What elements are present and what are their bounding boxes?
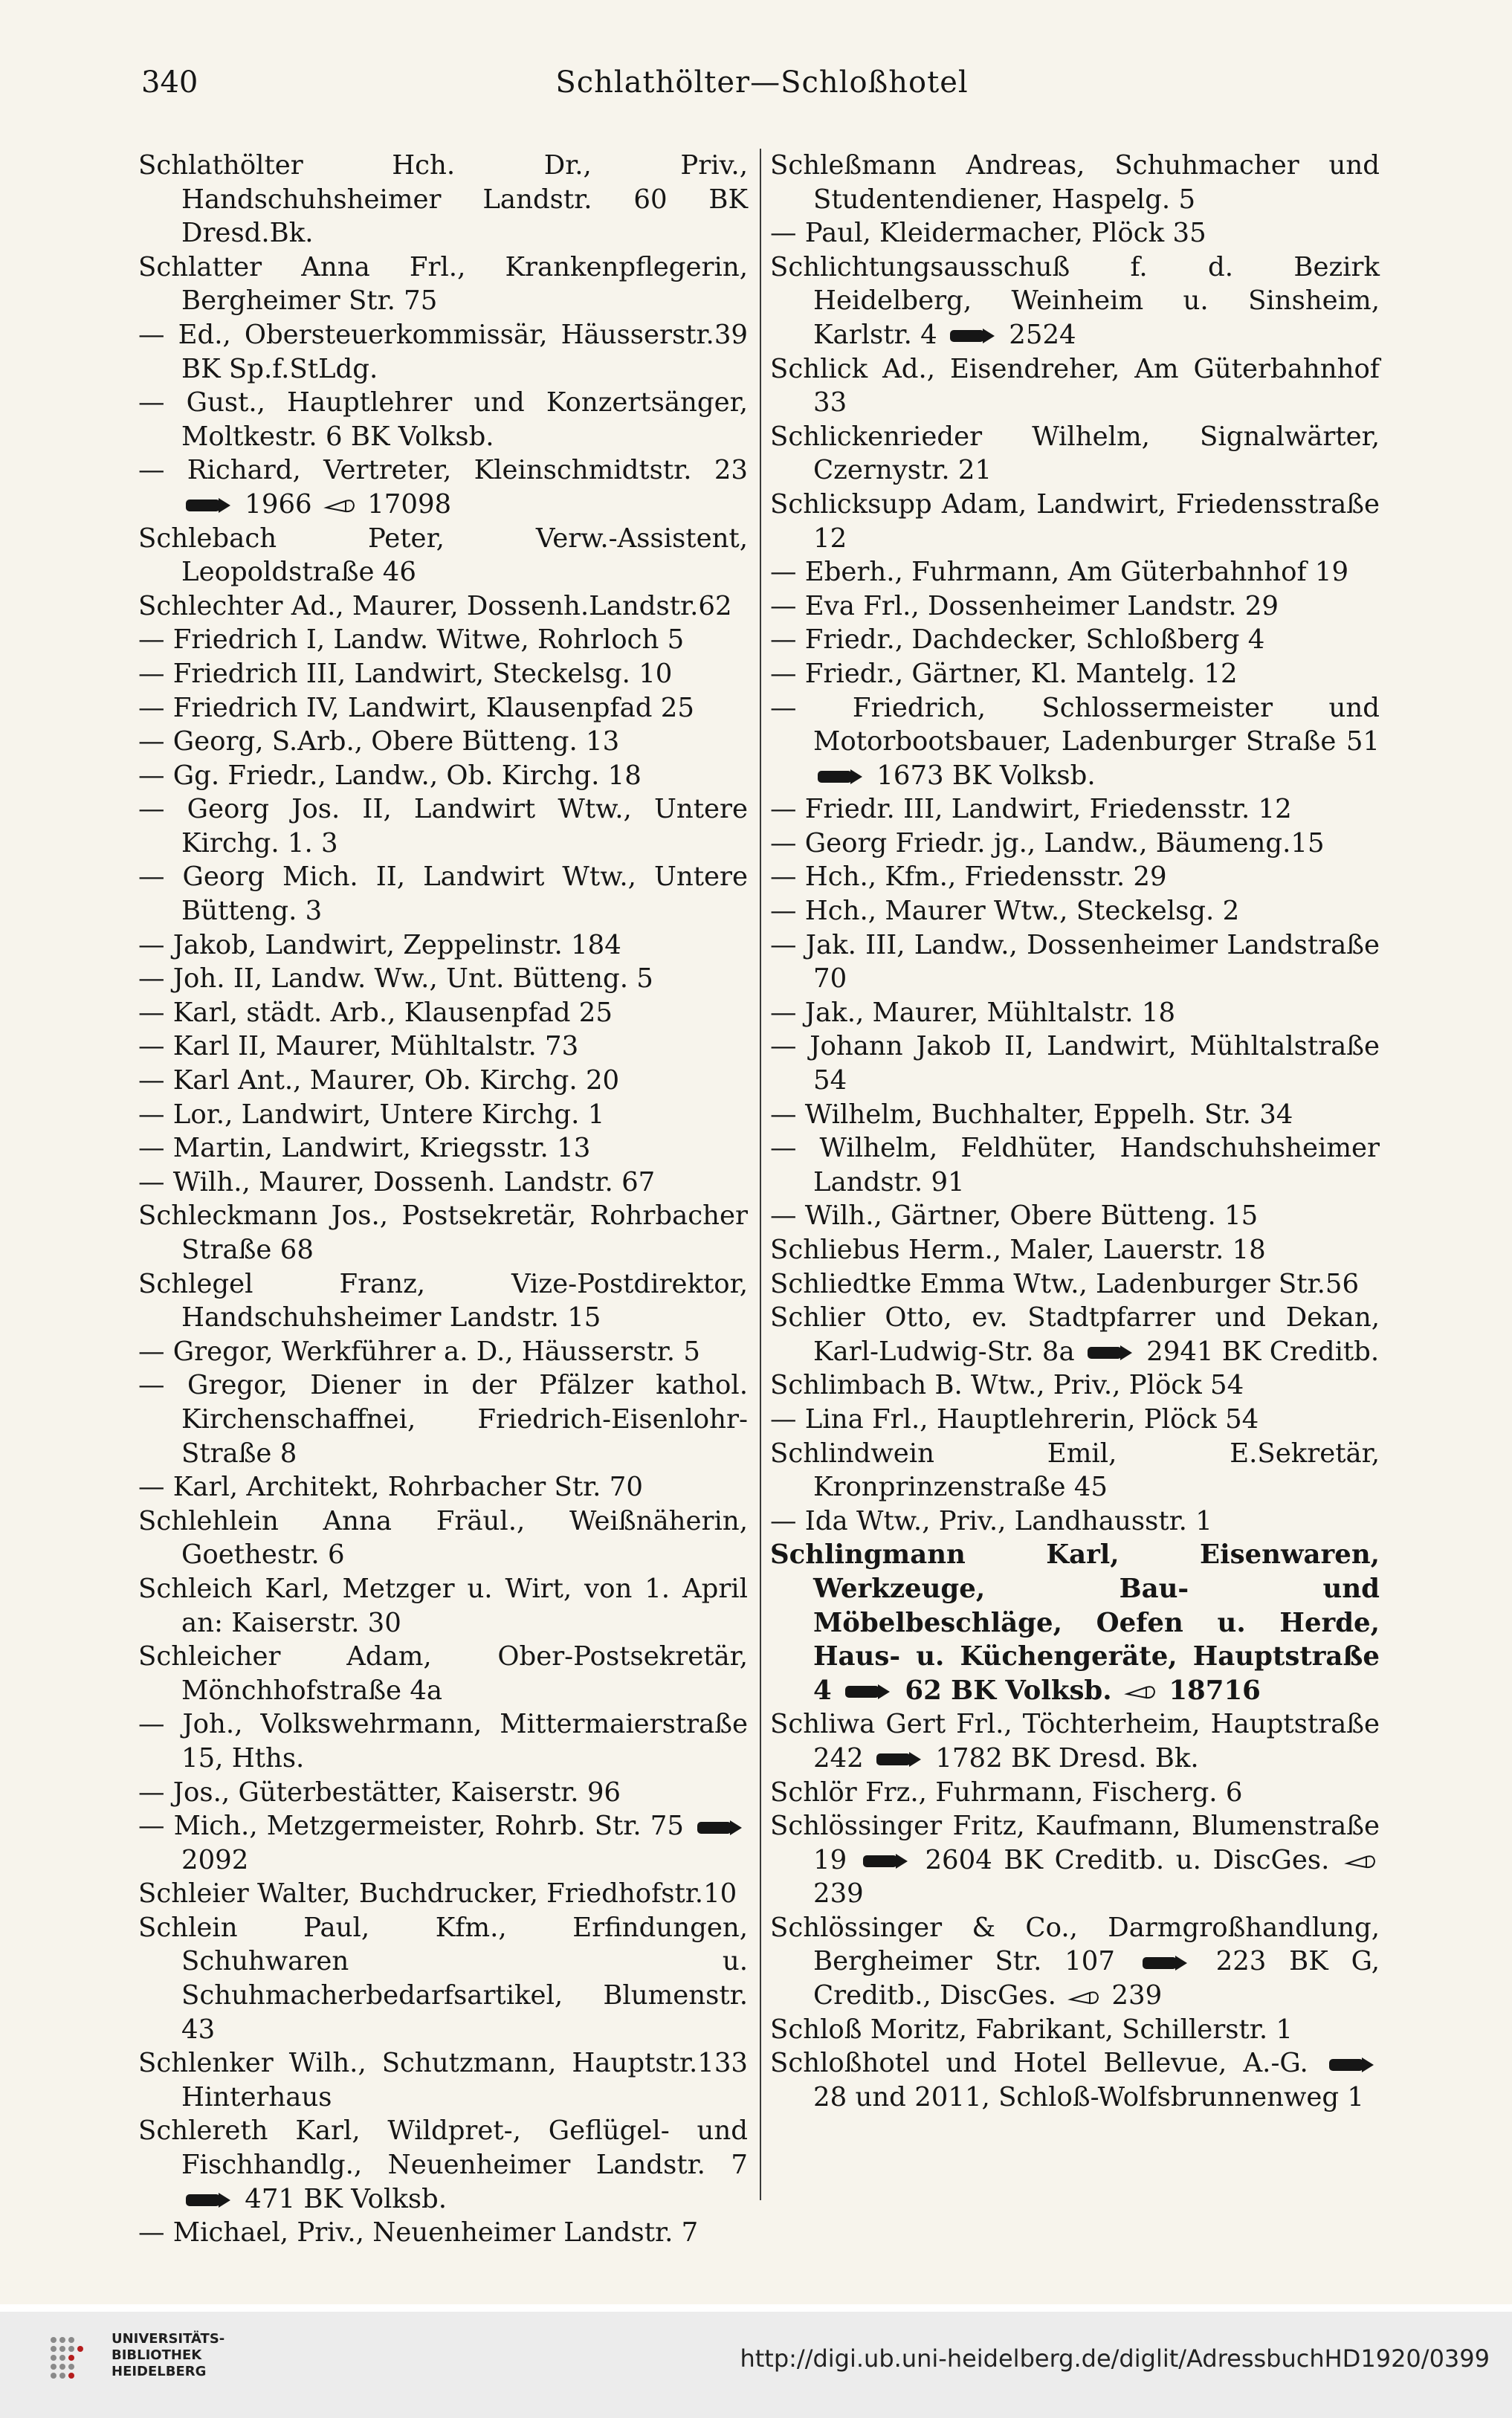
directory-entry: — Martin, Landwirt, Kriegsstr. 13 — [138, 1133, 591, 1164]
directory-entry: Schlenker Wilh., Schutzmann, Hauptstr.133 Hinterhaus — [138, 2048, 748, 2112]
directory-entry: Schlegel Franz, Vize-Postdirektor, Handschuhsheimer Landstr. 15 — [138, 1268, 748, 1334]
source-url-link[interactable]: http://digi.ub.uni-heidelberg.de/diglit/AdressbuchHD1920/0399 — [740, 2344, 1490, 2373]
directory-entry: Schlör Frz., Fuhrmann, Fischerg. 6 — [770, 1777, 1243, 1808]
directory-entry: Schleier Walter, Buchdrucker, Friedhofstr.10 — [138, 1878, 737, 1910]
directory-entry: — Joh., Volkswehrmann, Mittermaierstraße 15, Hths. — [138, 1709, 748, 1774]
directory-entry: — Friedrich, Schlossermeister und Motorbootsbauer, Ladenburger Straße 51 1673 BK Volksb. — [770, 692, 1380, 791]
library-name-line: BIBLIOTHEK — [112, 2347, 202, 2363]
directory-entry: Schlimbach B. Wtw., Priv., Plöck 54 — [770, 1370, 1244, 1401]
directory-entry: Schliwa Gert Frl., Töchterheim, Hauptstraße 242 1782 BK Dresd. Bk. — [770, 1709, 1380, 1774]
right-column — [770, 149, 1380, 2114]
column-divider — [760, 149, 761, 2200]
library-name-line: UNIVERSITÄTS- — [112, 2331, 225, 2347]
post-horn-icon — [1124, 1684, 1157, 1700]
post-horn-icon — [1344, 1853, 1377, 1869]
post-horn-icon — [1067, 1989, 1100, 2005]
directory-entry: — Jos., Güterbestätter, Kaiserstr. 96 — [138, 1777, 621, 1808]
directory-entry: Schlössinger Fritz, Kaufmann, Blumenstraße 19 2604 BK Creditb. u. DiscGes. 239 — [770, 1811, 1380, 1910]
directory-entry: Schlindwein Emil, E.Sekretär, Kronprinzenstraße 45 — [770, 1438, 1380, 1503]
directory-entry: — Georg Friedr. jg., Landw., Bäumeng.15 — [770, 827, 1325, 859]
telephone-icon — [863, 1853, 909, 1869]
directory-entry: — Wilh., Maurer, Dossenh. Landstr. 67 — [138, 1166, 656, 1197]
directory-entry: Schlein Paul, Kfm., Erfindungen, Schuhwaren u. Schuhmacherbedarfsartikel, Blumenstr. 43 — [138, 1912, 748, 2045]
page-title: Schlathölter—Schloßhotel — [555, 65, 969, 100]
telephone-icon — [1143, 1955, 1189, 1971]
directory-entry: — Georg Jos. II, Landwirt Wtw., Untere Kirchg. 1. 3 — [138, 794, 748, 859]
directory-entry: — Jak., Maurer, Mühltalstr. 18 — [770, 997, 1176, 1028]
library-name — [112, 2331, 290, 2380]
directory-entry: Schliebus Herm., Maler, Lauerstr. 18 — [770, 1235, 1266, 1265]
directory-entry: — Ida Wtw., Priv., Landhausstr. 1 — [770, 1505, 1212, 1536]
telephone-icon — [818, 769, 864, 785]
directory-entry: — Gregor, Werkführer a. D., Häusserstr. 5 — [138, 1336, 700, 1367]
directory-entry: — Friedr., Gärtner, Kl. Mantelg. 12 — [770, 658, 1238, 689]
directory-entry: — Karl, Architekt, Rohrbacher Str. 70 — [138, 1472, 643, 1503]
left-column — [138, 149, 748, 2250]
directory-entry: — Johann Jakob II, Landwirt, Mühltalstraße 54 — [770, 1031, 1380, 1096]
directory-entry: — Friedr., Dachdecker, Schloßberg 4 — [770, 624, 1265, 656]
directory-entry: — Jak. III, Landw., Dossenheimer Landstraße 70 — [770, 929, 1380, 995]
directory-entry: — Paul, Kleidermacher, Plöck 35 — [770, 218, 1206, 249]
directory-entry: Schlössinger & Co., Darmgroßhandlung, Bergheimer Str. 107 223 BK G, Creditb., DiscGes. 239 — [770, 1912, 1380, 2011]
directory-entry: Schloß Moritz, Fabrikant, Schillerstr. 1 — [770, 2014, 1293, 2045]
directory-entry: — Wilhelm, Feldhüter, Handschuhsheimer Landstr. 91 — [770, 1133, 1380, 1197]
directory-entry: — Mich., Metzgermeister, Rohrb. Str. 75 2092 — [138, 1809, 748, 1877]
directory-entry: — Lina Frl., Hauptlehrerin, Plöck 54 — [770, 1403, 1259, 1435]
directory-entry: — Eva Frl., Dossenheimer Landstr. 29 — [770, 590, 1279, 621]
directory-entry: — Ed., Obersteuerkommissär, Häusserstr.39 BK Sp.f.StLdg. — [138, 319, 748, 384]
directory-entry: — Wilhelm, Buchhalter, Eppelh. Str. 34 — [770, 1099, 1293, 1130]
directory-entry: Schlechter Ad., Maurer, Dossenh.Landstr.62 — [138, 590, 732, 621]
directory-entry: Schlichtungsausschuß f. d. Bezirk Heidelberg, Weinheim u. Sinsheim, Karlstr. 4 2524 — [770, 251, 1380, 350]
directory-entry: Schleich Karl, Metzger u. Wirt, von 1. April an: Kaiserstr. 30 — [138, 1573, 748, 1638]
directory-entry: — Friedr. III, Landwirt, Friedensstr. 12 — [770, 794, 1292, 825]
library-logo-icon — [45, 2331, 98, 2385]
post-horn-icon — [323, 497, 356, 514]
library-name-line: HEIDELBERG — [112, 2364, 207, 2379]
directory-entry: — Georg Mich. II, Landwirt Wtw., Untere Bütteng. 3 — [138, 862, 748, 927]
directory-entry: Schloßhotel und Hotel Bellevue, A.-G. 28 und 2011, Schloß-Wolfsbrunnenweg 1 — [770, 2046, 1380, 2114]
directory-entry: — Gregor, Diener in der Pfälzer kathol. Kirchenschaffnei, Friedrich-Eisenlohr-Straße 8 — [138, 1370, 748, 1469]
directory-entry: Schleßmann Andreas, Schuhmacher und Studentendiener, Haspelg. 5 — [770, 150, 1380, 215]
directory-entry: — Karl II, Maurer, Mühltalstr. 73 — [138, 1031, 579, 1062]
directory-entry: — Gust., Hauptlehrer und Konzertsänger, Moltkestr. 6 BK Volksb. — [138, 387, 748, 452]
directory-entry: — Hch., Kfm., Friedensstr. 29 — [770, 862, 1167, 893]
directory-entry: Schliedtke Emma Wtw., Ladenburger Str.56 — [770, 1268, 1360, 1299]
directory-entry: — Michael, Priv., Neuenheimer Landstr. 7 — [138, 2217, 699, 2249]
directory-entry: Schlebach Peter, Verw.-Assistent, Leopoldstraße 46 — [138, 523, 748, 588]
directory-entry: Schlathölter Hch. Dr., Priv., Handschuhsheimer Landstr. 60 BK Dresd.Bk. — [138, 150, 748, 249]
directory-entry: Schlingmann Karl, Eisenwaren, Werkzeuge, Bau- und Möbelbeschläge, Oefen u. Herde, Haus- u. Küchengeräte, Hauptstraße 4 62 BK Volksb. 18716 — [770, 1539, 1380, 1706]
directory-entry: — Hch., Maurer Wtw., Steckelsg. 2 — [770, 896, 1240, 927]
directory-entry: — Eberh., Fuhrmann, Am Güterbahnhof 19 — [770, 557, 1349, 588]
directory-entry: — Joh. II, Landw. Ww., Unt. Bütteng. 5 — [138, 963, 653, 995]
directory-entry: — Georg, S.Arb., Obere Bütteng. 13 — [138, 726, 620, 757]
directory-entry: — Gg. Friedr., Landw., Ob. Kirchg. 18 — [138, 760, 642, 791]
telephone-icon — [186, 2192, 232, 2208]
directory-entry: Schlatter Anna Frl., Krankenpflegerin, Bergheimer Str. 75 — [138, 251, 748, 317]
directory-entry: — Richard, Vertreter, Kleinschmidtstr. 23 1966 17098 — [138, 455, 748, 520]
telephone-icon — [186, 497, 232, 514]
telephone-icon — [950, 328, 996, 344]
telephone-icon — [1088, 1345, 1134, 1361]
directory-entry: Schlereth Karl, Wildpret-, Geflügel- und Fischhandlg., Neuenheimer Landstr. 7 471 BK Volksb. — [138, 2115, 748, 2214]
directory-entry: Schlick Ad., Eisendreher, Am Güterbahnhof 33 — [770, 353, 1380, 418]
directory-entry: — Karl, städt. Arb., Klausenpfad 25 — [138, 997, 613, 1028]
directory-entry: — Karl Ant., Maurer, Ob. Kirchg. 20 — [138, 1065, 620, 1096]
directory-entry: — Jakob, Landwirt, Zeppelinstr. 184 — [138, 929, 621, 960]
telephone-icon — [1329, 2057, 1375, 2073]
directory-entry: — Friedrich III, Landwirt, Steckelsg. 10 — [138, 658, 673, 689]
running-head — [134, 65, 1390, 110]
directory-entry: — Friedrich IV, Landwirt, Klausenpfad 25 — [138, 692, 694, 723]
directory-entry: Schleckmann Jos., Postsekretär, Rohrbacher Straße 68 — [138, 1200, 748, 1265]
telephone-icon — [697, 1820, 743, 1836]
directory-entry: Schlicksupp Adam, Landwirt, Friedensstraße 12 — [770, 488, 1380, 554]
footer-bar — [0, 2312, 1512, 2418]
telephone-icon — [876, 1751, 923, 1768]
directory-entry: Schlehlein Anna Fräul., Weißnäherin, Goethestr. 6 — [138, 1505, 748, 1571]
directory-entry: Schlickenrieder Wilhelm, Signalwärter, Czernystr. 21 — [770, 421, 1380, 486]
page-number: 340 — [141, 65, 198, 100]
directory-entry: Schleicher Adam, Ober-Postsekretär, Mönchhofstraße 4a — [138, 1641, 748, 1706]
directory-entry: — Wilh., Gärtner, Obere Bütteng. 15 — [770, 1200, 1259, 1232]
directory-entry: — Lor., Landwirt, Untere Kirchg. 1 — [138, 1099, 605, 1130]
telephone-icon — [845, 1684, 891, 1700]
directory-entry: Schlier Otto, ev. Stadtpfarrer und Dekan, Karl-Ludwig-Str. 8a 2941 BK Creditb. — [770, 1302, 1380, 1367]
directory-entry: — Friedrich I, Landw. Witwe, Rohrloch 5 — [138, 624, 685, 656]
